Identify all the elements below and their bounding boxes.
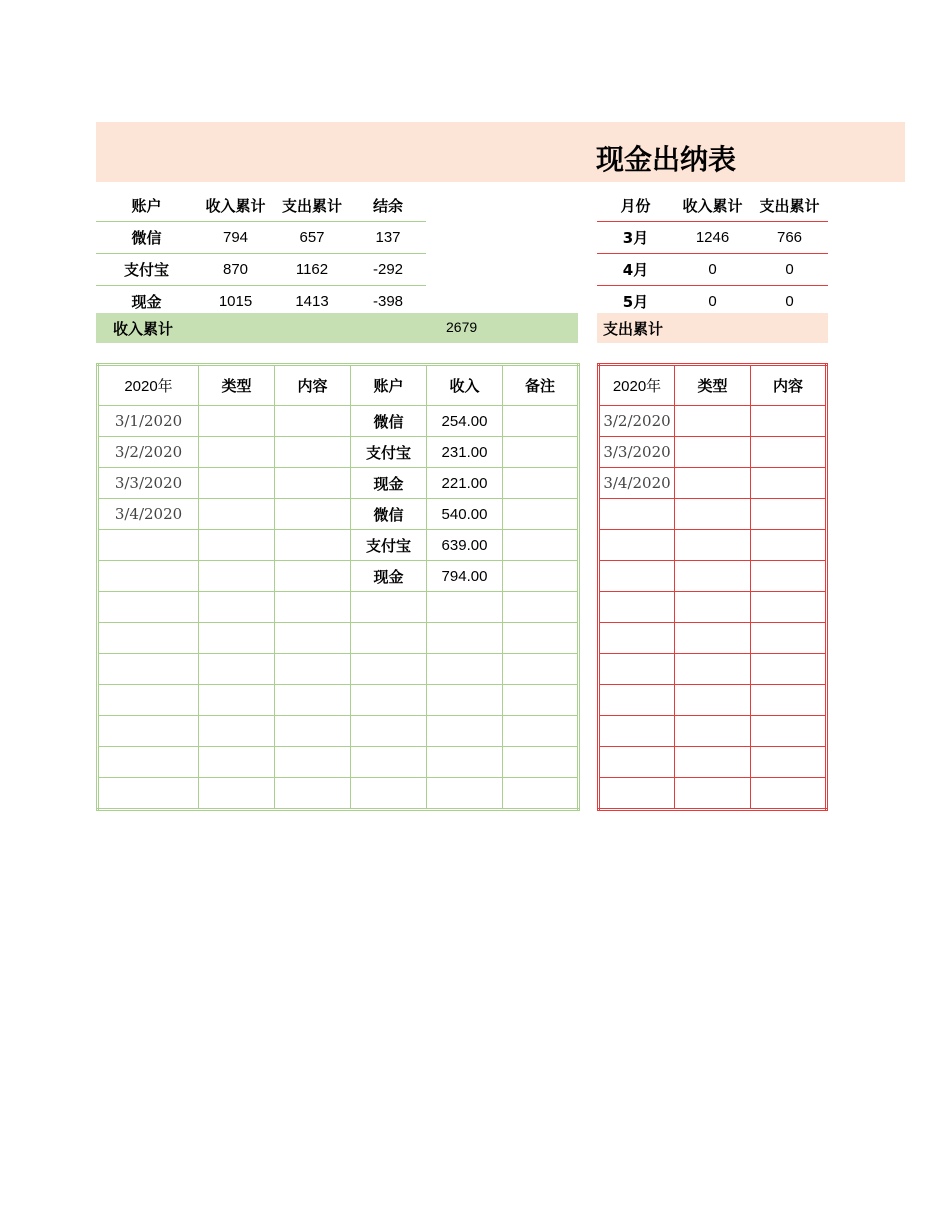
table-row[interactable] bbox=[98, 561, 579, 592]
empty-cell[interactable] bbox=[675, 747, 751, 778]
note-cell[interactable] bbox=[503, 530, 579, 561]
table-row[interactable] bbox=[599, 592, 827, 623]
type-cell[interactable] bbox=[675, 468, 751, 499]
header-month: 月份 bbox=[597, 190, 674, 222]
table-row[interactable] bbox=[599, 778, 827, 810]
income-cell[interactable]: 870 bbox=[197, 254, 274, 286]
empty-cell[interactable] bbox=[199, 778, 275, 810]
empty-cell[interactable] bbox=[503, 592, 579, 623]
empty-cell[interactable] bbox=[599, 654, 675, 685]
balance-cell[interactable]: -292 bbox=[350, 254, 426, 286]
empty-cell[interactable] bbox=[599, 499, 675, 530]
account-cell[interactable]: 微信 bbox=[351, 499, 427, 530]
empty-cell[interactable] bbox=[351, 778, 427, 810]
month-summary-table bbox=[597, 190, 828, 317]
note-cell[interactable] bbox=[503, 561, 579, 592]
note-cell[interactable] bbox=[503, 437, 579, 468]
empty-cell[interactable] bbox=[199, 716, 275, 747]
empty-cell[interactable] bbox=[199, 654, 275, 685]
note-cell[interactable] bbox=[503, 406, 579, 437]
type-cell[interactable] bbox=[199, 437, 275, 468]
empty-cell[interactable] bbox=[427, 716, 503, 747]
table-row[interactable] bbox=[98, 747, 579, 778]
empty-cell[interactable] bbox=[275, 623, 351, 654]
expense-ledger-table bbox=[597, 363, 828, 811]
empty-cell[interactable] bbox=[503, 623, 579, 654]
empty-cell[interactable] bbox=[351, 747, 427, 778]
table-row[interactable] bbox=[98, 530, 579, 561]
account-cell[interactable]: 支付宝 bbox=[351, 530, 427, 561]
table-row[interactable] bbox=[98, 468, 579, 499]
account-cell[interactable]: 现金 bbox=[351, 468, 427, 499]
empty-cell[interactable] bbox=[199, 623, 275, 654]
page-title: 现金出纳表 bbox=[596, 143, 737, 176]
amount-cell[interactable]: 639.00 bbox=[427, 530, 503, 561]
income-ledger-table bbox=[96, 363, 580, 811]
date-cell[interactable]: 3/2/2020 bbox=[599, 406, 675, 437]
month-cell[interactable]: 3月 bbox=[597, 222, 674, 254]
empty-cell[interactable] bbox=[599, 592, 675, 623]
income-cell[interactable]: 0 bbox=[708, 293, 717, 310]
balance-cell[interactable]: 137 bbox=[350, 222, 426, 254]
empty-cell[interactable] bbox=[351, 685, 427, 716]
empty-cell[interactable] bbox=[427, 778, 503, 810]
income-ledger-header bbox=[98, 365, 579, 406]
type-cell[interactable] bbox=[675, 406, 751, 437]
empty-cell[interactable] bbox=[98, 654, 199, 685]
table-row[interactable] bbox=[98, 592, 579, 623]
title-band bbox=[96, 122, 905, 182]
type-cell[interactable] bbox=[199, 530, 275, 561]
month-summary-header bbox=[597, 190, 828, 222]
account-summary-header bbox=[96, 190, 426, 222]
income-total-bar bbox=[96, 313, 578, 343]
table-row[interactable] bbox=[98, 623, 579, 654]
empty-cell[interactable] bbox=[751, 592, 827, 623]
empty-cell[interactable] bbox=[427, 685, 503, 716]
expense-cell[interactable]: 0 bbox=[751, 254, 828, 286]
date-cell[interactable]: 3/3/2020 bbox=[98, 468, 199, 499]
amount-cell[interactable]: 221.00 bbox=[427, 468, 503, 499]
empty-cell[interactable] bbox=[675, 592, 751, 623]
content-cell[interactable] bbox=[751, 406, 827, 437]
income-cell[interactable]: 794 bbox=[197, 222, 274, 254]
note-cell[interactable] bbox=[503, 499, 579, 530]
empty-cell[interactable] bbox=[427, 747, 503, 778]
type-cell[interactable] bbox=[199, 561, 275, 592]
table-row[interactable] bbox=[599, 530, 827, 561]
table-row[interactable] bbox=[599, 437, 827, 468]
table-row[interactable] bbox=[98, 778, 579, 810]
header-account: 账户 bbox=[96, 190, 197, 222]
income-cell[interactable]: 0 bbox=[674, 254, 751, 286]
empty-cell[interactable] bbox=[751, 530, 827, 561]
header-type: 类型 bbox=[199, 365, 275, 406]
empty-cell[interactable] bbox=[599, 623, 675, 654]
empty-cell[interactable] bbox=[503, 654, 579, 685]
account-cell[interactable]: 支付宝 bbox=[96, 254, 197, 286]
table-row[interactable] bbox=[599, 654, 827, 685]
header-year: 2020年 bbox=[98, 365, 199, 406]
expense-total-label: 支出累计 bbox=[603, 320, 664, 338]
table-row[interactable] bbox=[98, 499, 579, 530]
account-cell[interactable]: 支付宝 bbox=[351, 437, 427, 468]
empty-cell[interactable] bbox=[751, 623, 827, 654]
table-row[interactable] bbox=[96, 254, 426, 286]
balance-cell[interactable]: -398 bbox=[372, 293, 404, 310]
empty-cell[interactable] bbox=[351, 654, 427, 685]
account-cell[interactable]: 微信 bbox=[96, 222, 197, 254]
empty-cell[interactable] bbox=[427, 654, 503, 685]
empty-cell[interactable] bbox=[275, 747, 351, 778]
empty-cell[interactable] bbox=[275, 654, 351, 685]
empty-cell[interactable] bbox=[675, 561, 751, 592]
table-row[interactable] bbox=[599, 499, 827, 530]
amount-cell[interactable]: 540.00 bbox=[427, 499, 503, 530]
expense-cell[interactable]: 766 bbox=[751, 222, 828, 254]
empty-cell[interactable] bbox=[751, 778, 827, 810]
empty-cell[interactable] bbox=[675, 654, 751, 685]
date-cell[interactable] bbox=[98, 561, 199, 592]
empty-cell[interactable] bbox=[751, 716, 827, 747]
type-cell[interactable] bbox=[675, 437, 751, 468]
empty-cell[interactable] bbox=[599, 747, 675, 778]
empty-cell[interactable] bbox=[275, 716, 351, 747]
empty-cell[interactable] bbox=[199, 685, 275, 716]
content-cell[interactable] bbox=[751, 437, 827, 468]
empty-cell[interactable] bbox=[675, 716, 751, 747]
empty-cell[interactable] bbox=[599, 561, 675, 592]
table-row[interactable] bbox=[96, 222, 426, 254]
empty-cell[interactable] bbox=[675, 623, 751, 654]
empty-cell[interactable] bbox=[751, 499, 827, 530]
amount-cell[interactable]: 231.00 bbox=[427, 437, 503, 468]
table-row[interactable] bbox=[599, 685, 827, 716]
empty-cell[interactable] bbox=[675, 499, 751, 530]
expense-cell[interactable]: 657 bbox=[274, 222, 350, 254]
header-income: 收入累计 bbox=[197, 190, 274, 222]
table-row[interactable] bbox=[597, 254, 828, 286]
table-row[interactable] bbox=[599, 747, 827, 778]
date-cell[interactable]: 3/4/2020 bbox=[98, 499, 199, 530]
date-cell[interactable]: 3/3/2020 bbox=[599, 437, 675, 468]
type-cell[interactable] bbox=[199, 499, 275, 530]
content-cell[interactable] bbox=[275, 406, 351, 437]
table-row[interactable] bbox=[599, 623, 827, 654]
table-row[interactable] bbox=[98, 406, 579, 437]
empty-cell[interactable] bbox=[599, 778, 675, 810]
income-cell[interactable]: 1246 bbox=[674, 222, 751, 254]
header-type: 类型 bbox=[675, 365, 751, 406]
empty-cell[interactable] bbox=[199, 747, 275, 778]
table-row[interactable] bbox=[98, 685, 579, 716]
empty-cell[interactable] bbox=[98, 685, 199, 716]
header-content: 内容 bbox=[751, 365, 827, 406]
header-expense: 支出累计 bbox=[274, 190, 350, 222]
header-note: 备注 bbox=[503, 365, 579, 406]
table-row[interactable] bbox=[599, 716, 827, 747]
content-cell[interactable] bbox=[275, 561, 351, 592]
expense-total-bar bbox=[597, 313, 828, 343]
amount-cell[interactable]: 254.00 bbox=[427, 406, 503, 437]
expense-cell[interactable]: 1162 bbox=[274, 254, 350, 286]
empty-cell[interactable] bbox=[599, 530, 675, 561]
account-cell[interactable]: 现金 bbox=[351, 561, 427, 592]
empty-cell[interactable] bbox=[503, 716, 579, 747]
empty-cell[interactable] bbox=[275, 592, 351, 623]
empty-cell[interactable] bbox=[351, 592, 427, 623]
content-cell[interactable] bbox=[275, 499, 351, 530]
empty-cell[interactable] bbox=[275, 778, 351, 810]
account-cell[interactable]: 微信 bbox=[351, 406, 427, 437]
empty-cell[interactable] bbox=[98, 747, 199, 778]
empty-cell[interactable] bbox=[351, 623, 427, 654]
empty-cell[interactable] bbox=[751, 654, 827, 685]
income-total-label: 收入累计 bbox=[113, 320, 174, 338]
header-income: 收入累计 bbox=[674, 190, 751, 222]
empty-cell[interactable] bbox=[751, 561, 827, 592]
account-summary-table bbox=[96, 190, 426, 317]
content-cell[interactable] bbox=[275, 437, 351, 468]
content-cell[interactable] bbox=[275, 530, 351, 561]
content-cell[interactable] bbox=[275, 468, 351, 499]
empty-cell[interactable] bbox=[427, 623, 503, 654]
empty-cell[interactable] bbox=[98, 592, 199, 623]
empty-cell[interactable] bbox=[599, 685, 675, 716]
table-row[interactable] bbox=[597, 222, 828, 254]
expense-ledger-header bbox=[599, 365, 827, 406]
type-cell[interactable] bbox=[199, 406, 275, 437]
header-income: 收入 bbox=[427, 365, 503, 406]
date-cell[interactable]: 3/2/2020 bbox=[98, 437, 199, 468]
date-cell[interactable]: 3/4/2020 bbox=[599, 468, 675, 499]
empty-cell[interactable] bbox=[675, 778, 751, 810]
empty-cell[interactable] bbox=[427, 592, 503, 623]
header-content: 内容 bbox=[275, 365, 351, 406]
empty-cell[interactable] bbox=[675, 530, 751, 561]
empty-cell[interactable] bbox=[675, 685, 751, 716]
header-account: 账户 bbox=[351, 365, 427, 406]
income-total-value[interactable]: 2679 bbox=[446, 319, 478, 335]
empty-cell[interactable] bbox=[98, 623, 199, 654]
account-cell[interactable]: 现金 bbox=[131, 293, 162, 311]
date-cell[interactable]: 3/1/2020 bbox=[98, 406, 199, 437]
note-cell[interactable] bbox=[503, 468, 579, 499]
amount-cell[interactable]: 794.00 bbox=[427, 561, 503, 592]
table-row[interactable] bbox=[599, 561, 827, 592]
month-cell[interactable]: 5月 bbox=[622, 293, 649, 311]
month-cell[interactable]: 4月 bbox=[597, 254, 674, 286]
empty-cell[interactable] bbox=[751, 747, 827, 778]
empty-cell[interactable] bbox=[98, 778, 199, 810]
empty-cell[interactable] bbox=[751, 685, 827, 716]
table-row[interactable] bbox=[98, 716, 579, 747]
table-row[interactable] bbox=[599, 406, 827, 437]
empty-cell[interactable] bbox=[351, 716, 427, 747]
table-row[interactable] bbox=[98, 654, 579, 685]
expense-cell[interactable]: 0 bbox=[785, 293, 794, 310]
header-year: 2020年 bbox=[599, 365, 675, 406]
income-cell[interactable]: 1015 bbox=[218, 293, 253, 310]
type-cell[interactable] bbox=[199, 468, 275, 499]
empty-cell[interactable] bbox=[503, 747, 579, 778]
content-cell[interactable] bbox=[751, 468, 827, 499]
empty-cell[interactable] bbox=[98, 716, 199, 747]
table-row[interactable] bbox=[98, 437, 579, 468]
empty-cell[interactable] bbox=[275, 685, 351, 716]
empty-cell[interactable] bbox=[503, 778, 579, 810]
empty-cell[interactable] bbox=[503, 685, 579, 716]
empty-cell[interactable] bbox=[599, 716, 675, 747]
header-expense: 支出累计 bbox=[751, 190, 828, 222]
empty-cell[interactable] bbox=[199, 592, 275, 623]
expense-cell[interactable]: 1413 bbox=[295, 293, 329, 310]
table-row[interactable] bbox=[599, 468, 827, 499]
header-balance: 结余 bbox=[350, 190, 426, 222]
date-cell[interactable] bbox=[98, 530, 199, 561]
